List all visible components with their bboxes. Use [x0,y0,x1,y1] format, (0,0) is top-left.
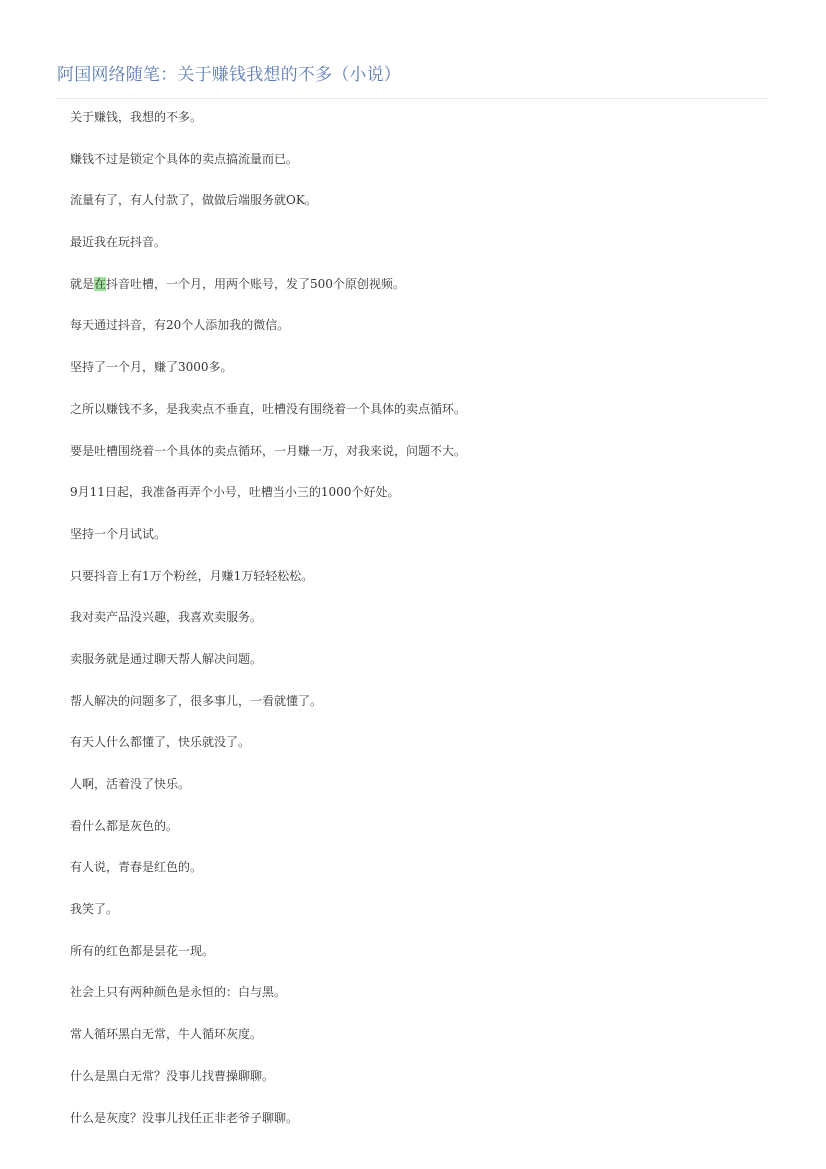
paragraph: 我笑了。 [70,902,119,917]
paragraph: 常人循环黑白无常，牛人循环灰度。 [70,1027,263,1042]
paragraph-text-after: 抖音吐槽，一个月，用两个账号，发了500个原创视频。 [106,276,405,291]
paragraph: 流量有了，有人付款了，做做后端服务就OK。 [70,193,317,208]
paragraph: 9月11日起，我准备再弄个小号，吐槽当小三的1000个好处。 [70,485,400,500]
paragraph: 帮人解决的问题多了，很多事儿，一看就懂了。 [70,693,323,708]
paragraph: 只要抖音上有1万个粉丝，月赚1万轻轻松松。 [70,568,314,583]
paragraph: 社会上只有两种颜色是永恒的：白与黑。 [70,985,287,1000]
paragraph: 什么是灰度？没事儿找任正非老爷子聊聊。 [70,1110,299,1125]
paragraph: 什么是黑白无常？没事儿找曹操聊聊。 [70,1068,275,1083]
paragraph: 坚持一个月试试。 [70,526,167,541]
paragraph: 每天通过抖音，有20个人添加我的微信。 [70,318,290,333]
paragraph: 赚钱不过是锁定个具体的卖点搞流量而已。 [70,151,299,166]
paragraph-text-before: 就是 [70,276,95,291]
paragraph: 我对卖产品没兴趣，我喜欢卖服务。 [70,610,263,625]
paragraph: 有天人什么都懂了，快乐就没了。 [70,735,251,750]
paragraph: 关于赚钱，我想的不多。 [70,110,203,124]
paragraph: 之所以赚钱不多，是我卖点不垂直，吐槽没有围绕着一个具体的卖点循环。 [70,401,467,416]
title-divider [57,98,769,99]
highlighted-word: 在 [94,276,107,291]
paragraph-with-highlight [70,273,770,315]
paragraph: 看什么都是灰色的。 [70,818,179,833]
article-title: 阿国网络随笔：关于赚钱我想的不多（小说） [57,65,401,85]
article-body [70,106,770,1148]
paragraph: 坚持了一个月，赚了3000多。 [70,360,233,375]
paragraph: 有人说，青春是红色的。 [70,860,203,875]
paragraph: 所有的红色都是昙花一现。 [70,943,215,958]
paragraph: 人啊，活着没了快乐。 [70,777,191,791]
paragraph: 最近我在玩抖音。 [70,235,167,250]
paragraph: 卖服务就是通过聊天帮人解决问题。 [70,651,263,666]
paragraph: 要是吐槽围绕着一个具体的卖点循环，一月赚一万，对我来说，问题不大。 [70,443,467,458]
